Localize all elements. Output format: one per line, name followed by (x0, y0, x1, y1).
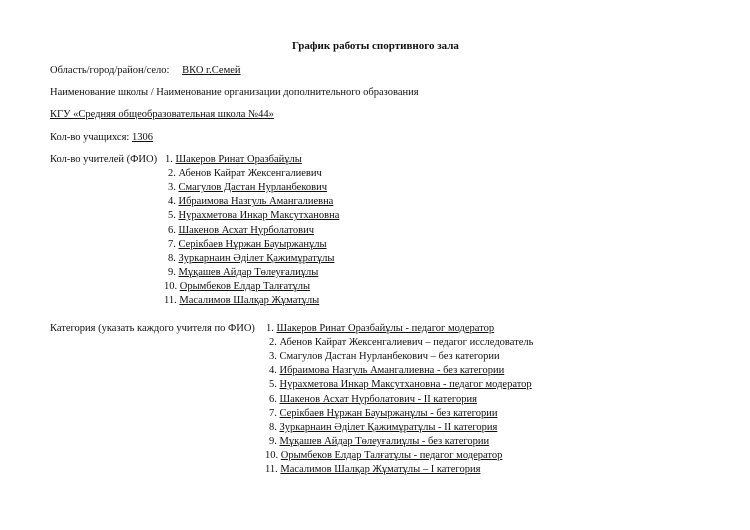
item-name: Нурахметова Инкар Максутхановна (178, 210, 340, 222)
list-item (269, 393, 477, 406)
list-item (165, 153, 302, 166)
list-item (269, 407, 497, 420)
item-number: 1. (165, 154, 176, 165)
item-number: 1. (266, 323, 277, 334)
item-number: 7. (269, 407, 280, 419)
item-number: 4. (269, 365, 280, 377)
item-name: Абенов Кайрат Жексенгалиевич – педагог исследователь (279, 337, 534, 349)
item-number: 7. (168, 238, 179, 250)
list-item (265, 449, 502, 462)
item-name: Зуркарнаин Әділет Қажимұратұлы - II категория (279, 421, 498, 433)
item-name: Масалимов Шалқар Жұматұлы (179, 295, 320, 306)
list-item (269, 350, 500, 363)
teachers-label: Кол-во учителей (ФИО) (50, 154, 158, 165)
item-number: 10. (164, 280, 180, 292)
item-number: 3. (269, 351, 280, 363)
list-item (168, 195, 333, 208)
item-name: Ибраимова Назгуль Амангалиевна (178, 196, 334, 208)
list-item (164, 280, 310, 293)
list-item (168, 252, 334, 265)
list-item (269, 378, 532, 391)
list-item (168, 167, 322, 180)
school-name-label: Наименование школы / Наименование организации дополнительного образования (50, 87, 419, 98)
list-item (168, 224, 314, 237)
list-item (168, 209, 339, 222)
item-number: 11. (164, 295, 180, 306)
item-number: 6. (168, 224, 179, 236)
item-name: Смагулов Дастан Нурланбекович (178, 182, 328, 194)
region-line (50, 64, 241, 77)
list-item (269, 336, 533, 349)
list-item (168, 181, 327, 194)
item-name: Абенов Кайрат Жексенгалиевич (178, 168, 322, 180)
item-number: 11. (265, 464, 281, 475)
students-line (50, 131, 153, 144)
list-item (168, 238, 327, 251)
item-number: 10. (265, 449, 281, 461)
region-label: Область/город/район/село: (50, 65, 170, 76)
item-number: 4. (168, 196, 179, 208)
item-number: 9. (168, 266, 179, 278)
list-item (269, 364, 504, 377)
item-name: Орымбеков Елдар Талғатұлы (179, 280, 311, 292)
item-name: Масалимов Шалқар Жұматұлы – I категория (280, 464, 481, 475)
item-number: 8. (168, 252, 179, 264)
list-item (164, 294, 319, 307)
list-item (269, 435, 489, 448)
item-name: Шакенов Асхат Нурболатович (178, 224, 314, 236)
item-number: 5. (269, 379, 280, 391)
document-title: График работы спортивного зала (292, 40, 459, 52)
item-number: 9. (269, 435, 280, 447)
item-number: 3. (168, 182, 179, 194)
item-number: 8. (269, 421, 280, 433)
school-name: КГУ «Средняя общеобразовательная школа №44» (50, 109, 274, 120)
item-name: Нурахметова Инкар Максутхановна - педагог модератор (279, 379, 532, 391)
item-name: Шакенов Асхат Нурболатович - II категория (279, 393, 477, 405)
list-item (265, 463, 480, 476)
item-name: Шакеров Ринат Оразбайұлы (175, 154, 302, 165)
item-name: Серікбаев Нұржан Бауыржанұлы (178, 238, 327, 250)
item-name: Мұқашев Айдар Төлеуғалиұлы - без категории (279, 435, 490, 447)
item-name: Мұқашев Айдар Төлеуғалиұлы (178, 266, 319, 278)
item-number: 2. (269, 337, 280, 349)
item-name: Серікбаев Нұржан Бауыржанұлы - без категории (279, 407, 498, 419)
item-name: Шакеров Ринат Оразбайұлы - педагог модератор (276, 323, 495, 334)
students-value: 1306 (131, 132, 153, 143)
region-value: ВКО г.Семей (182, 65, 241, 76)
categories-label: Категория (указать каждого учителя по ФИО) (50, 323, 255, 334)
item-number: 2. (168, 168, 179, 180)
list-item (168, 266, 318, 279)
item-name: Зуркарнаин Әділет Қажимұратұлы (178, 252, 335, 264)
item-name: Смагулов Дастан Нурланбекович – без категории (279, 351, 500, 363)
item-number: 6. (269, 393, 280, 405)
item-name: Орымбеков Елдар Талғатұлы - педагог модератор (280, 449, 503, 461)
students-label: Кол-во учащихся: (50, 132, 130, 143)
list-item (266, 322, 494, 335)
item-number: 5. (168, 210, 179, 222)
item-name: Ибраимова Назгуль Амангалиевна - без категории (279, 365, 505, 377)
list-item (269, 421, 497, 434)
